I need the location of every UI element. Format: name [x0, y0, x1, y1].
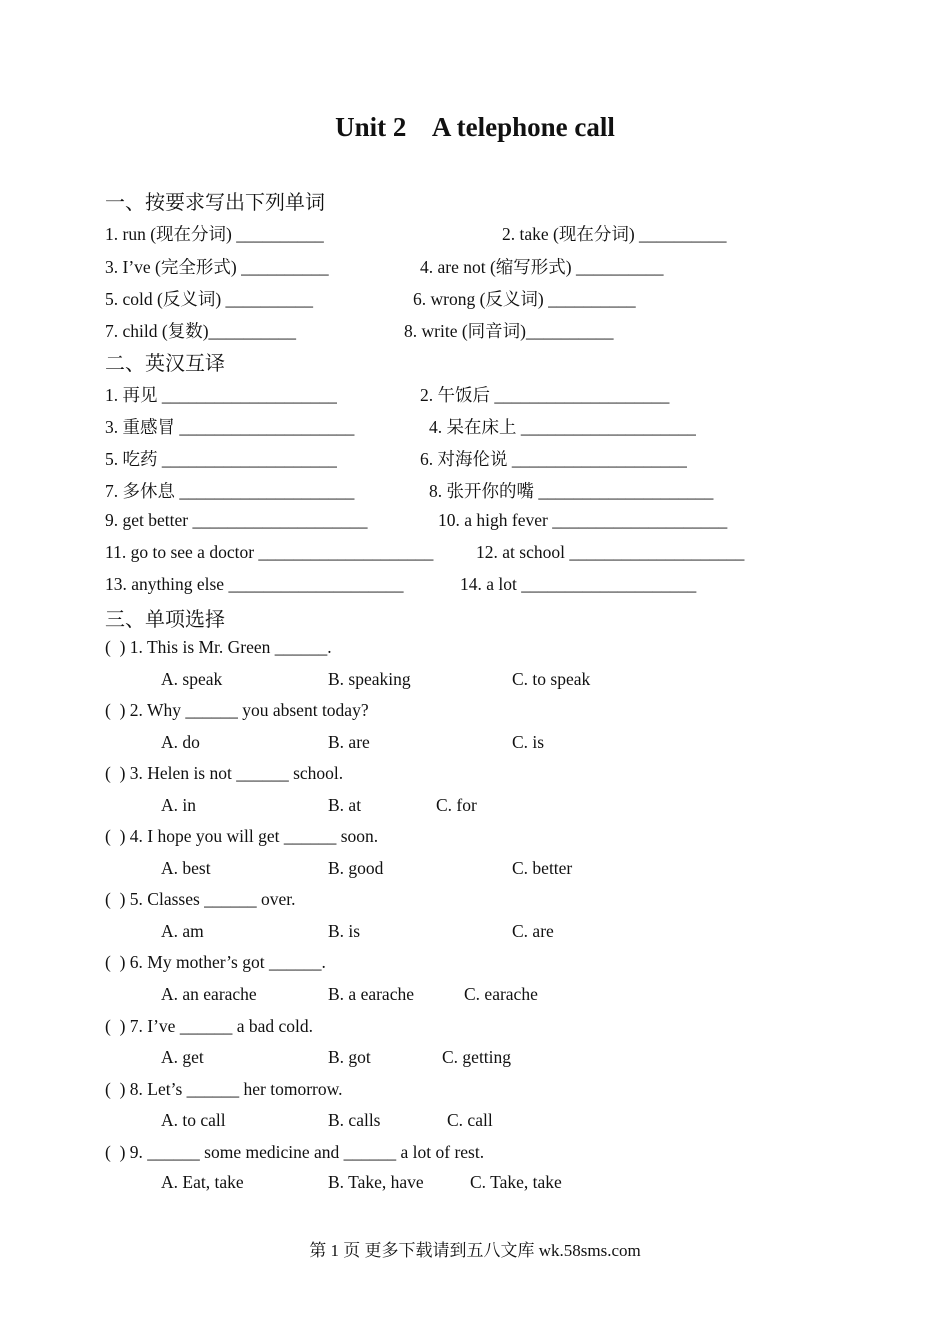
option-b: B. calls	[328, 1110, 381, 1130]
section2-item: 1. 再见 ____________________	[105, 385, 337, 405]
section2-item: 11. go to see a doctor ____________________	[105, 542, 434, 562]
section1-item: 3. I’ve (完全形式) __________	[105, 257, 329, 277]
option-a: A. speak	[161, 669, 223, 689]
option-b: B. are	[328, 732, 370, 752]
section2-item: 10. a high fever ____________________	[438, 510, 728, 530]
option-b: B. a earache	[328, 984, 414, 1004]
section2-item: 5. 吃药 ____________________	[105, 449, 337, 469]
option-c: C. getting	[442, 1047, 512, 1067]
section2-item: 4. 呆在床上 ____________________	[429, 417, 696, 437]
section2-item: 6. 对海伦说 ____________________	[420, 449, 687, 469]
option-c: C. for	[436, 795, 477, 815]
question-stem: ( ) 8. Let’s ______ her tomorrow.	[105, 1079, 343, 1099]
section1-item: 2. take (现在分词) __________	[502, 224, 727, 244]
option-c: C. Take, take	[470, 1172, 562, 1192]
option-c: C. to speak	[512, 669, 591, 689]
section2-item: 7. 多休息 ____________________	[105, 481, 355, 501]
option-a: A. to call	[161, 1110, 226, 1130]
question-stem: ( ) 9. ______ some medicine and ______ a lot of rest.	[105, 1142, 485, 1162]
section2-item: 14. a lot ____________________	[460, 574, 697, 594]
section1-item: 6. wrong (反义词) __________	[413, 289, 636, 309]
option-b: B. Take, have	[328, 1172, 424, 1192]
section1-item: 8. write (同音词)__________	[404, 321, 614, 341]
question-stem: ( ) 2. Why ______ you absent today?	[105, 700, 369, 720]
section2-item: 9. get better ____________________	[105, 510, 368, 530]
section2-item: 2. 午饭后 ____________________	[420, 385, 670, 405]
option-a: A. do	[161, 732, 200, 752]
page-footer: 第 1 页 更多下载请到五八文库 wk.58sms.com	[309, 1241, 641, 1260]
section2-item: 8. 张开你的嘴 ____________________	[429, 481, 714, 501]
section1-item: 4. are not (缩写形式) __________	[420, 257, 664, 277]
option-b: B. speaking	[328, 669, 411, 689]
option-a: A. in	[161, 795, 196, 815]
question-stem: ( ) 6. My mother’s got ______.	[105, 952, 326, 972]
section3-heading: 三、单项选择	[105, 607, 225, 631]
section1-item: 1. run (现在分词) __________	[105, 224, 324, 244]
question-stem: ( ) 4. I hope you will get ______ soon.	[105, 826, 379, 846]
option-a: A. best	[161, 858, 211, 878]
option-c: C. is	[512, 732, 545, 752]
section2-item: 3. 重感冒 ____________________	[105, 417, 355, 437]
option-a: A. an earache	[161, 984, 257, 1004]
option-a: A. am	[161, 921, 204, 941]
option-b: B. good	[328, 858, 384, 878]
question-stem: ( ) 7. I’ve ______ a bad cold.	[105, 1016, 313, 1036]
option-c: C. call	[447, 1110, 493, 1130]
option-b: B. got	[328, 1047, 371, 1067]
question-stem: ( ) 3. Helen is not ______ school.	[105, 763, 344, 783]
option-a: A. get	[161, 1047, 204, 1067]
option-c: C. earache	[464, 984, 538, 1004]
option-b: B. at	[328, 795, 362, 815]
option-a: A. Eat, take	[161, 1172, 244, 1192]
question-stem: ( ) 5. Classes ______ over.	[105, 889, 296, 909]
page-title: Unit 2 A telephone call	[335, 112, 615, 142]
section2-item: 13. anything else ____________________	[105, 574, 404, 594]
section1-heading: 一、按要求写出下列单词	[105, 190, 325, 214]
question-stem: ( ) 1. This is Mr. Green ______.	[105, 637, 332, 657]
option-c: C. better	[512, 858, 573, 878]
option-c: C. are	[512, 921, 554, 941]
section1-item: 7. child (复数)__________	[105, 321, 297, 341]
section2-item: 12. at school ____________________	[476, 542, 745, 562]
option-b: B. is	[328, 921, 361, 941]
section2-heading: 二、英汉互译	[105, 351, 225, 375]
section1-item: 5. cold (反义词) __________	[105, 289, 314, 309]
